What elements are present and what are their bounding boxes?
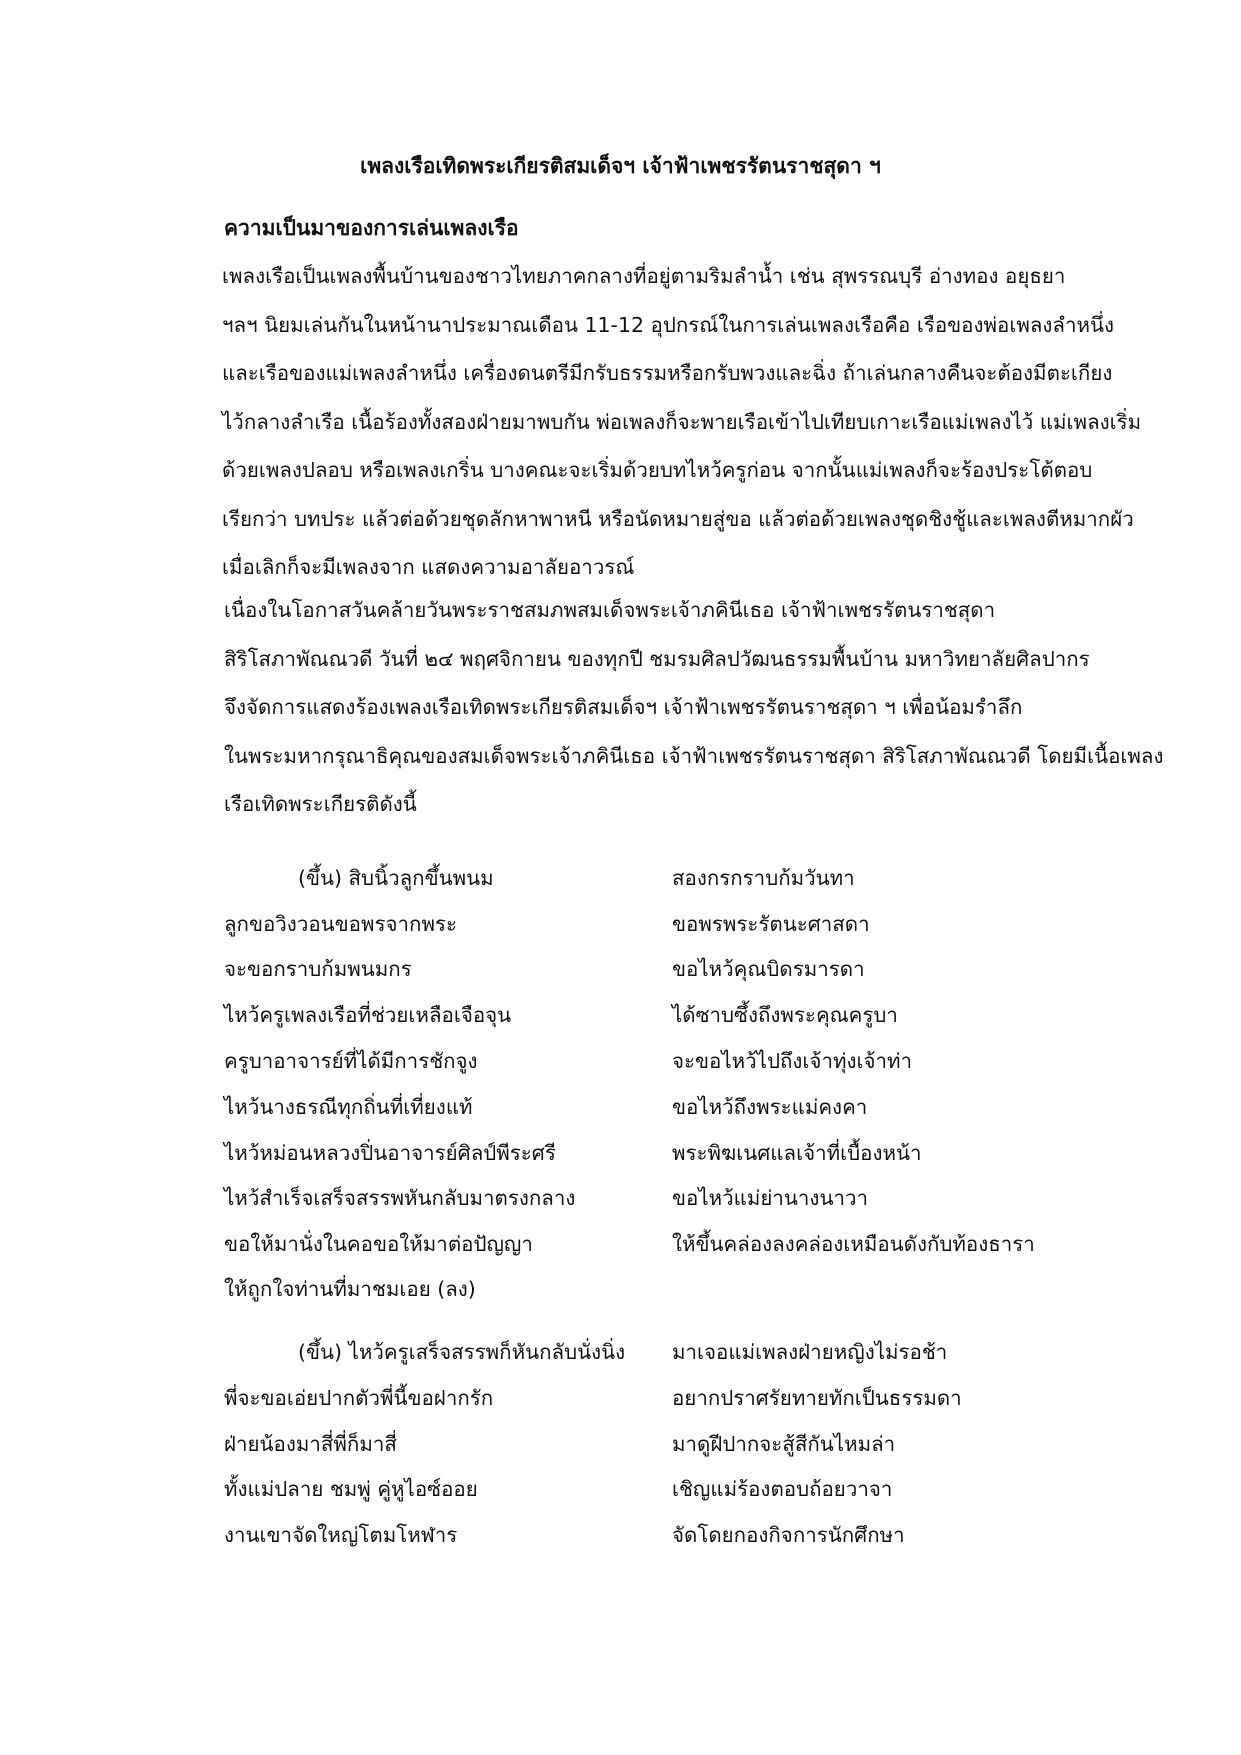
poem-verse-row: [0, 1091, 1241, 1131]
poem-verse-left: งานเขาจัดใหญ่โตมโหฬาร: [224, 1523, 458, 1547]
poem-verse-right: มาดูฝีปากจะสู้สีกันไหมล่า: [672, 1432, 896, 1456]
poem-verse-row: [0, 1182, 1241, 1222]
poem-verse-right: ได้ซาบซึ้งถึงพระคุณครูบา: [672, 1003, 898, 1027]
poem-verse-left: ครูบาอาจารย์ที่ได้มีการชักจูง: [224, 1049, 478, 1073]
poem-verse-row: [0, 1228, 1241, 1268]
paragraph-line: เมื่อเลิกก็จะมีเพลงจาก แสดงความอาลัยอาวรณ์: [222, 555, 635, 579]
poem-verse-left: ไหว้หม่อนหลวงปิ่นอาจารย์ศิลป์พีระศรี: [224, 1141, 556, 1165]
poem-verse-left: ฝ่ายน้องมาสี่พี่ก็มาสี่: [224, 1432, 397, 1456]
poem-verse-right: ขอไหว้แม่ย่านางนาวา: [672, 1186, 868, 1210]
poem-verse-right: เชิญแม่ร้องตอบถ้อยวาจา: [672, 1477, 893, 1501]
poem-verse-row: [0, 1428, 1241, 1468]
poem-verse-row: [0, 1519, 1241, 1559]
paragraph-line: ฯลฯ นิยมเล่นกันในหน้านาประมาณเดือน 11-12 อุปกรณ์ในการเล่นเพลงเรือคือ เรือของพ่อเพลงลำหนึ่ง: [222, 312, 1115, 337]
poem-verse-row: [0, 908, 1241, 948]
section-heading: ความเป็นมาของการเล่นเพลงเรือ: [224, 216, 519, 240]
document-title: เพลงเรือเทิดพระเกียรติสมเด็จฯ เจ้าฟ้าเพชรรัตนราชสุดา ฯ: [360, 154, 881, 178]
poem-verse-right: สองกรกราบก้มวันทา: [672, 866, 855, 890]
poem-verse-row: [0, 1137, 1241, 1177]
paragraph-line: เพลงเรือเป็นเพลงพื้นบ้านของชาวไทยภาคกลางที่อยู่ตามริมลำน้ำ เช่น สุพรรณบุรี อ่างทอง อยุธยา: [222, 264, 1066, 288]
poem-verse-row: [0, 1045, 1241, 1085]
paragraph-history: [222, 252, 1142, 592]
poem-verse-right: อยากปราศรัยทายทักเป็นธรรมดา: [672, 1386, 962, 1410]
poem-verse-left: ไหว้ครูเพลงเรือที่ช่วยเหลือเจือจุน: [224, 1003, 512, 1027]
poem-verse-left: ลูกขอวิงวอนขอพรจากพระ: [224, 912, 457, 936]
poem-verse-left: ขอให้มานั่งในคอขอให้มาต่อปัญญา: [224, 1232, 533, 1256]
poem-verse-left: (ขึ้น) สิบนิ้วลูกขึ้นพนม: [298, 866, 494, 890]
poem-verse-row: [0, 1382, 1241, 1422]
poem-verse-left: จะขอกราบก้มพนมกร: [224, 957, 412, 981]
paragraph-line: ด้วยเพลงปลอบ หรือเพลงเกริ่น บางคณะจะเริ่มด้วยบทไหว้ครูก่อน จากนั้นแม่เพลงก็จะร้องประโต้ตอบ: [222, 458, 1093, 482]
paragraph-line: เรียกว่า บทประ แล้วต่อด้วยชุดลักหาพาหนี หรือนัดหมายสู่ขอ แล้วต่อด้วยเพลงชุดชิงชู้และเพลงตีหมากผัว: [222, 506, 1134, 531]
poem-verse-left: ไหว้นางธรณีทุกถิ่นที่เที่ยงแท้: [224, 1095, 473, 1119]
poem-verse-right: มาเจอแม่เพลงฝ่ายหญิงไม่รอช้า: [672, 1340, 948, 1364]
poem-verse-left: ไหว้สำเร็จเสร็จสรรพหันกลับมาตรงกลาง: [224, 1186, 576, 1210]
paragraph-line: จึงจัดการแสดงร้องเพลงเรือเทิดพระเกียรติสมเด็จฯ เจ้าฟ้าเพชรรัตนราชสุดา ฯ เพื่อน้อมรำลึก: [224, 695, 1023, 719]
poem-verse-left: ให้ถูกใจท่านที่มาชมเอย (ลง): [224, 1277, 476, 1301]
poem-verse-right: ขอพรพระรัตนะศาสดา: [672, 912, 870, 936]
paragraph-occasion: [224, 586, 1164, 829]
paragraph-line: เนื่องในโอกาสวันคล้ายวันพระราชสมภพสมเด็จพระเจ้าภคินีเธอ เจ้าฟ้าเพชรรัตนราชสุดา: [224, 598, 996, 622]
poem-verse-left: พี่จะขอเอ่ยปากตัวพี่นี้ขอฝากรัก: [224, 1386, 494, 1410]
paragraph-line: และเรือของแม่เพลงลำหนึ่ง เครื่องดนตรีมีกรับธรรมหรือกรับพวงและฉิ่ง ถ้าเล่นกลางคืนจะต้องมีตะเกียง: [222, 361, 1113, 385]
paragraph-line: เรือเทิดพระเกียรติดังนี้: [224, 792, 417, 816]
poem-verse-row: [0, 1273, 1241, 1313]
paragraph-line: ไว้กลางลำเรือ เนื้อร้องทั้งสองฝ่ายมาพบกัน พ่อเพลงก็จะพายเรือเข้าไปเทียบเกาะเรือแม่เพลงไว้ แม่เพลงเริ่ม: [222, 409, 1142, 434]
poem-verse-row: [0, 862, 1241, 902]
poem-verse-row: [0, 1336, 1241, 1376]
poem-verse-right: ขอไหว้คุณบิดรมารดา: [672, 957, 865, 981]
poem-verse-right: ให้ขึ้นคล่องลงคล่องเหมือนดังกับท้องธารา: [672, 1232, 1035, 1256]
poem-verse-right: ขอไหว้ถึงพระแม่คงคา: [672, 1095, 868, 1119]
paragraph-line: สิริโสภาพัณณวดี วันที่ ๒๔ พฤศจิกายน ของทุกปี ชมรมศิลปวัฒนธรรมพื้นบ้าน มหาวิทยาลัยศิลปากร: [224, 646, 1090, 671]
poem-verse-right: จัดโดยกองกิจการนักศึกษา: [672, 1523, 905, 1547]
poem-verse-left: ทั้งแม่ปลาย ชมพู่ คู่หูไอซ์ออย: [224, 1477, 478, 1501]
poem-verse-right: จะขอไหว้ไปถึงเจ้าทุ่งเจ้าท่า: [672, 1049, 913, 1073]
poem-verse-row: [0, 953, 1241, 993]
poem-verse-left: (ขึ้น) ไหว้ครูเสร็จสรรพก็หันกลับนั่งนิ่ง: [298, 1340, 626, 1364]
poem-verse-right: พระพิฆเนศแลเจ้าที่เบื้องหน้า: [672, 1141, 922, 1165]
paragraph-line: ในพระมหากรุณาธิคุณของสมเด็จพระเจ้าภคินีเธอ เจ้าฟ้าเพชรรัตนราชสุดา สิริโสภาพัณณวดี โดยมีเนื้อเพลง: [224, 743, 1164, 768]
poem-verse-row: [0, 1473, 1241, 1513]
poem-verse-row: [0, 999, 1241, 1039]
